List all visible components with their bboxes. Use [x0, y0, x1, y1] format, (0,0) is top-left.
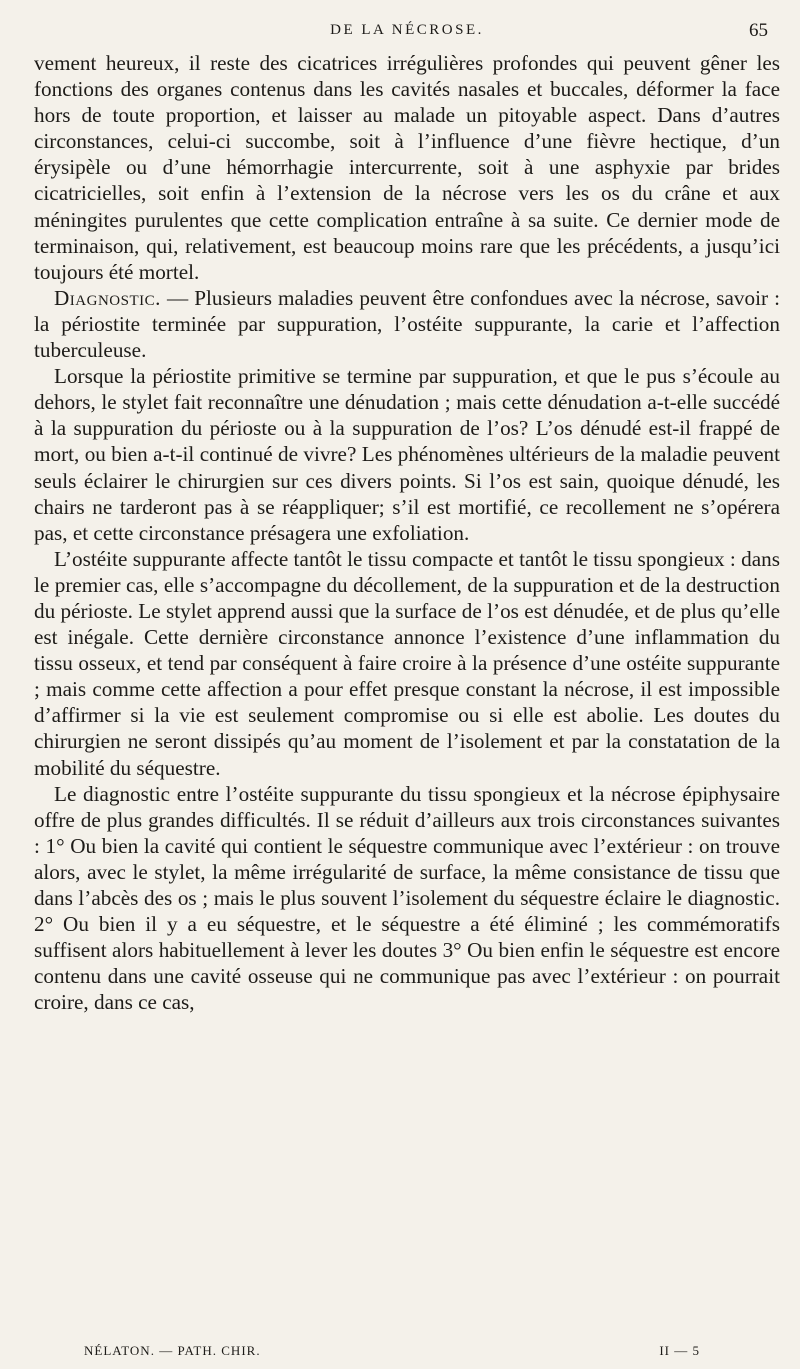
signature-number: II — 5 [659, 1343, 700, 1358]
signature-line [84, 1343, 740, 1363]
paragraph-periostitis: Lorsque la périostite primitive se termine par suppuration, et que le pus s’écoule au dehors, le stylet fait reconnaître une dénudation ; mais cette dénudation a-t-elle succédé à la suppuration du périoste ou à la suppuration de l’os? L’os dénudé est-il frappé de mort, ou bien a-t-il continué de vivre? Les phénomènes ultérieurs de la maladie peuvent seuls éclairer le chirurgien sur ces divers points. Si l’os est sain, quoique dénudé, les chairs ne tarderont pas à se réappliquer; s’il est mortifié, ce recollement ne s’opérera pas, et cette circonstance présagera une exfoliation. [34, 364, 780, 545]
running-title: DE LA NÉCROSE. [330, 22, 484, 38]
signature-mark: NÉLATON. — PATH. CHIR. [84, 1343, 261, 1358]
diagnostic-intro-text: — Plusieurs maladies peuvent être confondues avec la nécrose, savoir : la périostite terminée par suppuration, l’ostéite suppurante, la carie et l’affection tuberculeuse. [34, 285, 780, 363]
section-heading-diagnostic: Diagnostic. [54, 285, 161, 310]
running-header [34, 0, 780, 50]
page-number: 65 [749, 20, 768, 41]
paragraph-epiphyseal-necrosis: Le diagnostic entre l’ostéite suppurante du tissu spongieux et la nécrose épiphysaire offre de plus grandes difficultés. Il se réduit d’ailleurs aux trois circonstances suivantes : 1° Ou bien la cavité qui contient le séquestre communique avec l’extérieur : on trouve alors, avec le stylet, la même irrégularité de surface, la même consistance de tissu que dans l’abcès des os ; mais le plus souvent l’isolement du séquestre éclaire le diagnostic. 2° Ou bien il y a eu séquestre, et le séquestre a été éliminé ; les commémoratifs suffisent alors habituellement à lever les doutes 3° Ou bien enfin le séquestre est encore contenu dans une cavité osseuse qui ne communique pas avec l’extérieur : on pourrait croire, dans ce cas, [34, 781, 780, 1015]
body-text [34, 50, 780, 1015]
paragraph-osteitis: L’ostéite suppurante affecte tantôt le tissu compacte et tantôt le tissu spongieux : dans le premier cas, elle s’accompagne du décollement, de la suppuration et de la destruction du périoste. Le stylet apprend aussi que la surface de l’os est dénudée, et de plus qu’elle est inégale. Cette dernière circonstance annonce l’existence d’une inflammation du tissu osseux, et tend par conséquent à faire croire à la présence d’une ostéite suppurante ; mais comme cette affection a pour effet presque constant la nécrose, il est impossible d’affirmer si la vie est seulement compromise ou si elle est abolie. Les doutes du chirurgien ne seront dissipés qu’au moment de l’isolement et par la constatation de la mobilité du séquestre. [34, 546, 780, 780]
paragraph-prognosis-continuation: vement heureux, il reste des cicatrices irrégulières profondes qui peuvent gêner les fonctions des organes contenus dans les cavités nasales et buccales, déformer la face hors de toute proportion, et laisser au malade un pitoyable aspect. Dans d’autres circonstances, celui-ci succombe, soit à l’influence d’une fièvre hectique, d’un érysipèle ou d’une hémorrhagie intercurrente, soit à une asphyxie par brides cicatricielles, soit enfin à l’extension de la nécrose vers les os du crâne et aux méningites purulentes que cette complication entraîne à sa suite. Ce dernier mode de terminaison, qui, relativement, est beaucoup moins rare que les précédents, a jusqu’ici toujours été mortel. [34, 51, 780, 284]
paragraph-diagnostic-intro [34, 285, 780, 363]
